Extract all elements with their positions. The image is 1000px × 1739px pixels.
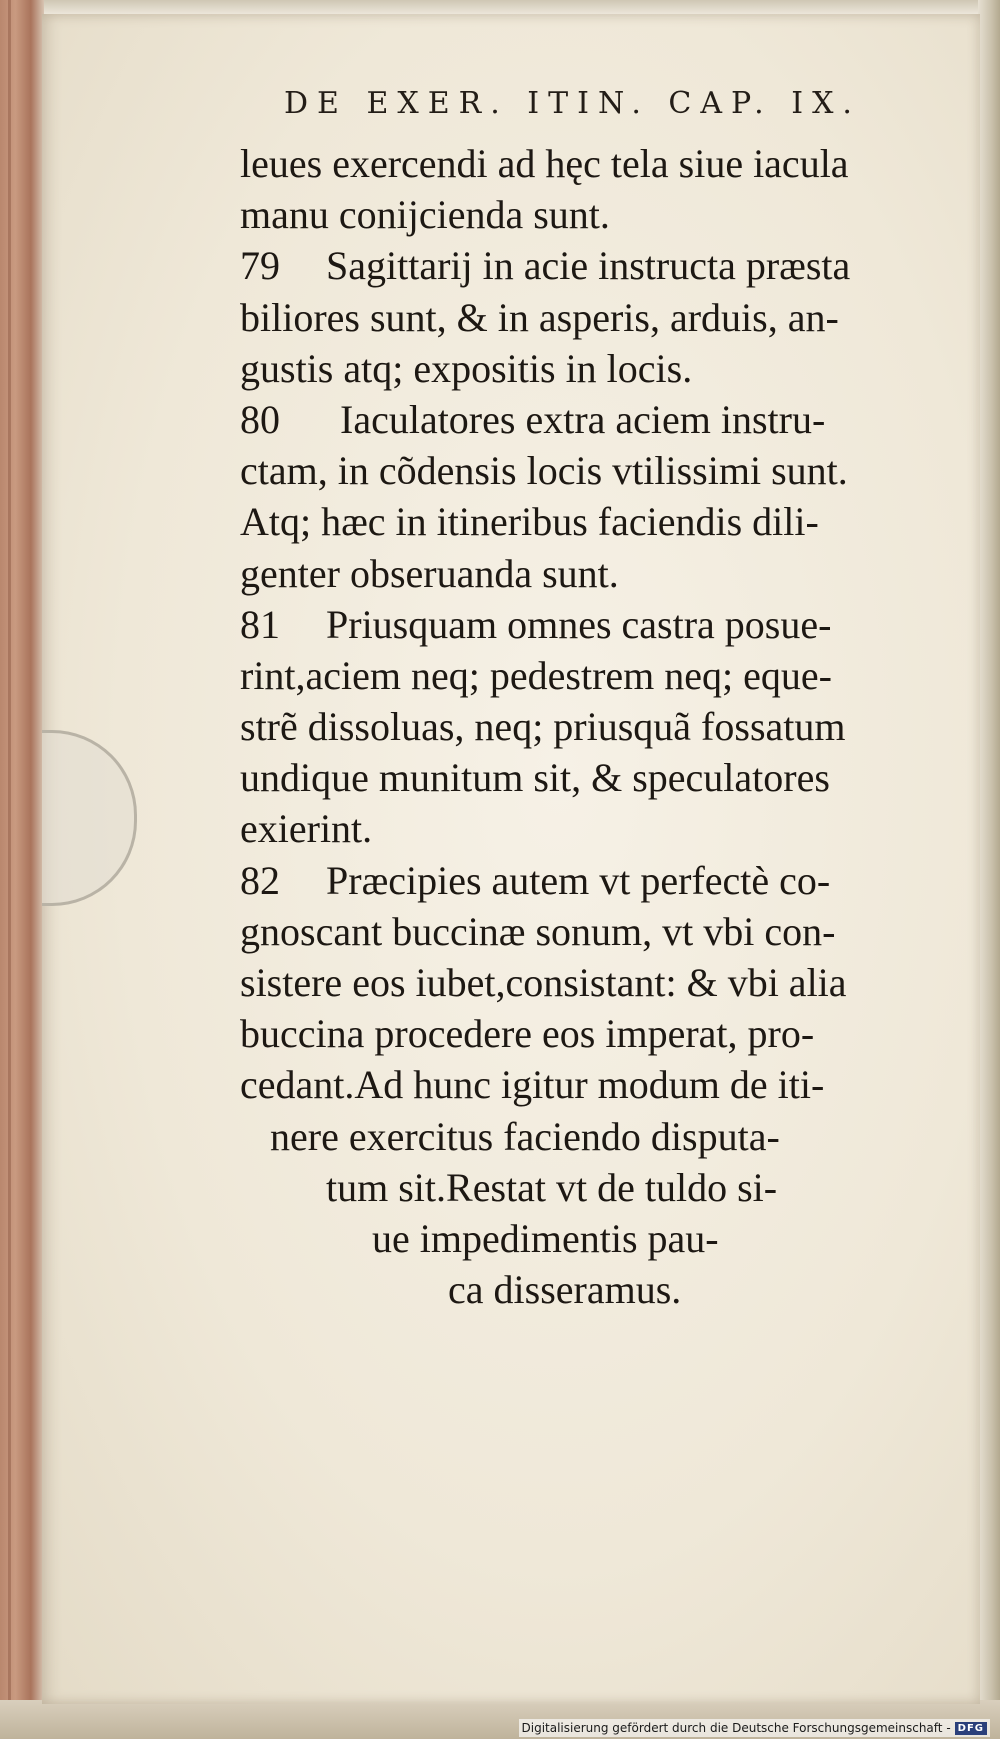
line-text: tum sit.Restat vt de tuldo si- <box>326 1164 778 1210</box>
line-text: manu conijcienda sunt. <box>240 192 610 238</box>
line-text: undique munitum sit, & speculatores <box>240 755 830 801</box>
credit-text: Digitalisierung gefördert durch die Deutsche Forschungsgemeinschaft - <box>521 1721 951 1735</box>
line-text: ue impedimentis pau- <box>372 1215 719 1261</box>
text-line <box>240 650 960 701</box>
line-text: biliores sunt, & in asperis, arduis, an- <box>240 294 839 340</box>
line-text: leues exercendi ad hęc tela siue iacula <box>240 141 849 186</box>
line-text: sistere eos iubet,consistant: & vbi alia <box>240 960 847 1005</box>
text-line <box>240 752 960 803</box>
text-line <box>240 138 960 189</box>
line-text: Præcipies autem vt perfectè co- <box>326 857 831 903</box>
book-top-edge <box>0 0 1000 14</box>
text-line <box>240 803 960 854</box>
line-text: cedant.Ad hunc igitur modum de iti- <box>240 1062 825 1108</box>
book-right-edge <box>978 0 1000 1739</box>
line-text: gustis atq; expositis in locis. <box>240 345 693 391</box>
paragraph-number: 79 <box>240 243 280 289</box>
text-line-centered <box>270 1111 960 1162</box>
digitization-credit <box>519 1719 991 1737</box>
line-text: rint,aciem neq; pedestrem neq; eque- <box>240 652 832 698</box>
paragraph-number: 82 <box>240 857 280 903</box>
line-text: strẽ dissoluas, neq; priusquã fossatum <box>240 704 846 750</box>
text-line <box>240 240 960 291</box>
running-header: DE EXER. ITIN. CAP. IX. <box>284 86 861 121</box>
text-line <box>240 599 960 650</box>
text-line-centered <box>448 1264 960 1315</box>
line-text: Sagittarij in acie instructa præsta <box>326 243 851 289</box>
text-line <box>240 906 960 957</box>
line-text: Iaculatores extra aciem instru- <box>340 396 826 442</box>
text-line <box>240 855 960 906</box>
text-line <box>240 343 960 394</box>
text-line <box>240 496 960 547</box>
line-text: buccina procedere eos imperat, pro- <box>240 1011 815 1057</box>
line-text: ca disseramus. <box>448 1267 682 1313</box>
dfg-logo-icon: DFG <box>955 1722 987 1735</box>
text-line <box>240 701 960 752</box>
text-line <box>240 292 960 343</box>
text-line <box>240 548 960 599</box>
text-line <box>240 445 960 496</box>
text-line <box>240 1059 960 1110</box>
text-line-centered <box>326 1162 960 1213</box>
text-line-centered <box>372 1213 960 1264</box>
line-text: Atq; hæc in itineribus faciendis dili- <box>240 499 819 545</box>
text-line <box>240 189 960 240</box>
line-text: ctam, in cõdensis locis vtilissimi sunt. <box>240 448 848 494</box>
text-line <box>240 957 960 1008</box>
page-text <box>240 138 960 1315</box>
line-text: Priusquam omnes castra posue- <box>326 601 832 647</box>
line-text: exierint. <box>240 806 373 852</box>
line-text: genter obseruanda sunt. <box>240 550 619 596</box>
book-spine-edge <box>0 0 44 1739</box>
line-text: gnoscant buccinæ sonum, vt vbi con- <box>240 908 836 954</box>
text-line <box>240 394 960 445</box>
page-clip-mark <box>42 730 137 906</box>
line-text: nere exercitus faciendo disputa- <box>270 1113 780 1159</box>
paragraph-number: 80 <box>240 396 280 442</box>
text-line <box>240 1008 960 1059</box>
paragraph-number: 81 <box>240 601 280 647</box>
